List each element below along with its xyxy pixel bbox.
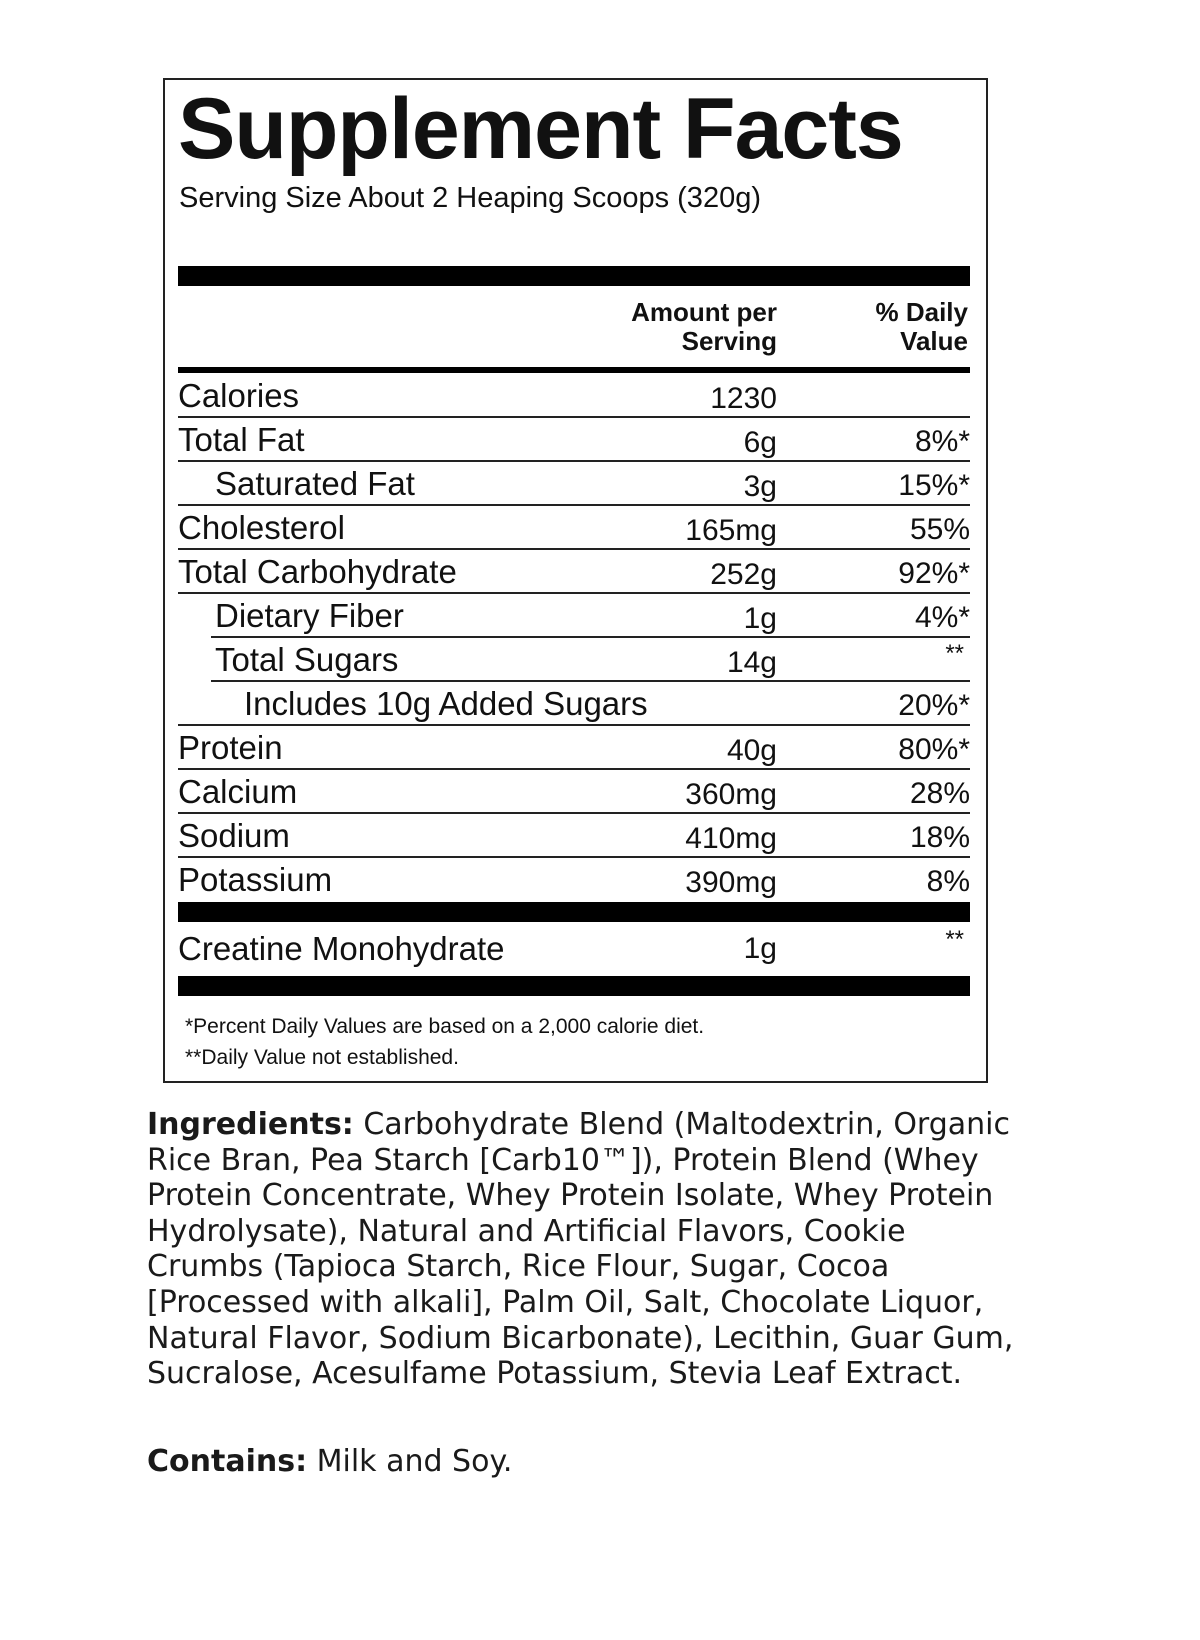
nutrient-row-calories [178, 374, 970, 418]
nutrient-amount: 40g [726, 734, 777, 767]
amount-header-line2: Serving [681, 326, 777, 356]
nutrient-name: Creatine Monohydrate [178, 930, 505, 967]
nutrient-table [178, 374, 970, 902]
nutrient-amount: 165mg [685, 514, 777, 547]
nutrient-daily-value: ** [945, 640, 964, 667]
nutrient-name: Total Sugars [215, 641, 399, 678]
divider-bar [178, 367, 970, 373]
nutrient-amount: 410mg [685, 822, 777, 855]
nutrient-daily-value: ** [945, 926, 964, 953]
nutrient-amount: 1g [743, 602, 777, 635]
nutrient-amount: 360mg [685, 778, 777, 811]
ingredients-text [147, 1107, 1027, 1392]
daily-value-header-line1: % Daily [875, 297, 968, 327]
amount-header-line1: Amount per [631, 297, 777, 327]
nutrient-name: Cholesterol [178, 509, 345, 546]
contains-list: Milk and Soy. [307, 1444, 513, 1479]
nutrient-row-total-fat [178, 418, 970, 462]
nutrient-amount: 1g [743, 932, 777, 965]
nutrient-name: Dietary Fiber [215, 597, 404, 634]
serving-size: Serving Size About 2 Heaping Scoops (320g) [179, 182, 761, 214]
panel-title: Supplement Facts [178, 81, 903, 177]
nutrient-name: Calories [178, 377, 300, 414]
nutrient-name: Sodium [178, 817, 290, 854]
nutrient-row-dietary-fiber [178, 594, 970, 638]
ingredients-list: Carbohydrate Blend (Maltodextrin, Organic Rice Bran, Pea Starch [Carb10™]), Protein Blend (Whey Protein Concentrate, Whey Protein Isolate, Whey Protein Hydrolysate), Natural and Artificial Flavors, Cookie Crumbs (Tapioca Starch, Rice Flour, Sugar, Cocoa [Processed with alkali], Palm Oil, Salt, Chocolate Liquor, Natural Flavor, Sodium Bicarbonate), Lecithin, Guar Gum, Sucralose, Acesulfame Potassium, Stevia Leaf Extract. [147, 1107, 1014, 1392]
supplement-facts-panel [163, 78, 988, 1083]
divider-bar [178, 902, 970, 922]
nutrient-row-creatine [178, 922, 970, 976]
nutrient-amount: 1230 [710, 382, 777, 415]
nutrient-name: Potassium [178, 861, 333, 898]
nutrient-daily-value: 18% [909, 821, 970, 854]
nutrient-row-total-sugars [178, 638, 970, 682]
nutrient-row-calcium [178, 770, 970, 814]
nutrient-name: Total Fat [178, 421, 305, 458]
divider-bar [178, 266, 970, 286]
nutrient-daily-value: 20%* [898, 689, 970, 722]
nutrient-amount: 6g [743, 426, 777, 459]
not-established-footnote: **Daily Value not established. [185, 1046, 459, 1069]
nutrient-amount: 3g [743, 470, 777, 503]
nutrient-amount: 252g [710, 558, 777, 591]
nutrient-daily-value: 28% [909, 777, 970, 810]
nutrient-name: Includes 10g Added Sugars [244, 685, 648, 722]
nutrient-name: Total Carbohydrate [178, 553, 457, 590]
divider-bar [178, 976, 970, 996]
nutrient-name: Saturated Fat [215, 465, 415, 502]
nutrient-daily-value: 4%* [914, 601, 970, 634]
daily-value-header [818, 298, 968, 356]
nutrient-row-added-sugars [178, 682, 970, 726]
nutrient-daily-value: 92%* [898, 557, 970, 590]
nutrient-daily-value: 8%* [914, 425, 970, 458]
nutrient-name: Protein [178, 729, 283, 766]
nutrient-name: Calcium [178, 773, 298, 810]
amount-header [557, 298, 777, 356]
nutrient-daily-value: 8% [926, 865, 970, 898]
nutrient-daily-value: 80%* [898, 733, 970, 766]
ingredients-label: Ingredients: [147, 1107, 354, 1142]
contains-label: Contains: [147, 1444, 308, 1479]
nutrient-amount: 390mg [685, 866, 777, 899]
nutrient-daily-value: 55% [909, 513, 970, 546]
nutrient-row-saturated-fat [178, 462, 970, 506]
nutrient-row-potassium [178, 858, 970, 902]
nutrient-row-cholesterol [178, 506, 970, 550]
nutrient-row-protein [178, 726, 970, 770]
nutrient-row-total-carbohydrate [178, 550, 970, 594]
allergen-text [147, 1444, 1027, 1479]
daily-value-footnote: *Percent Daily Values are based on a 2,000 calorie diet. [185, 1015, 705, 1038]
nutrient-daily-value: 15%* [898, 469, 970, 502]
nutrient-amount: 14g [726, 646, 777, 679]
nutrient-row-sodium [178, 814, 970, 858]
daily-value-header-line2: Value [900, 326, 968, 356]
